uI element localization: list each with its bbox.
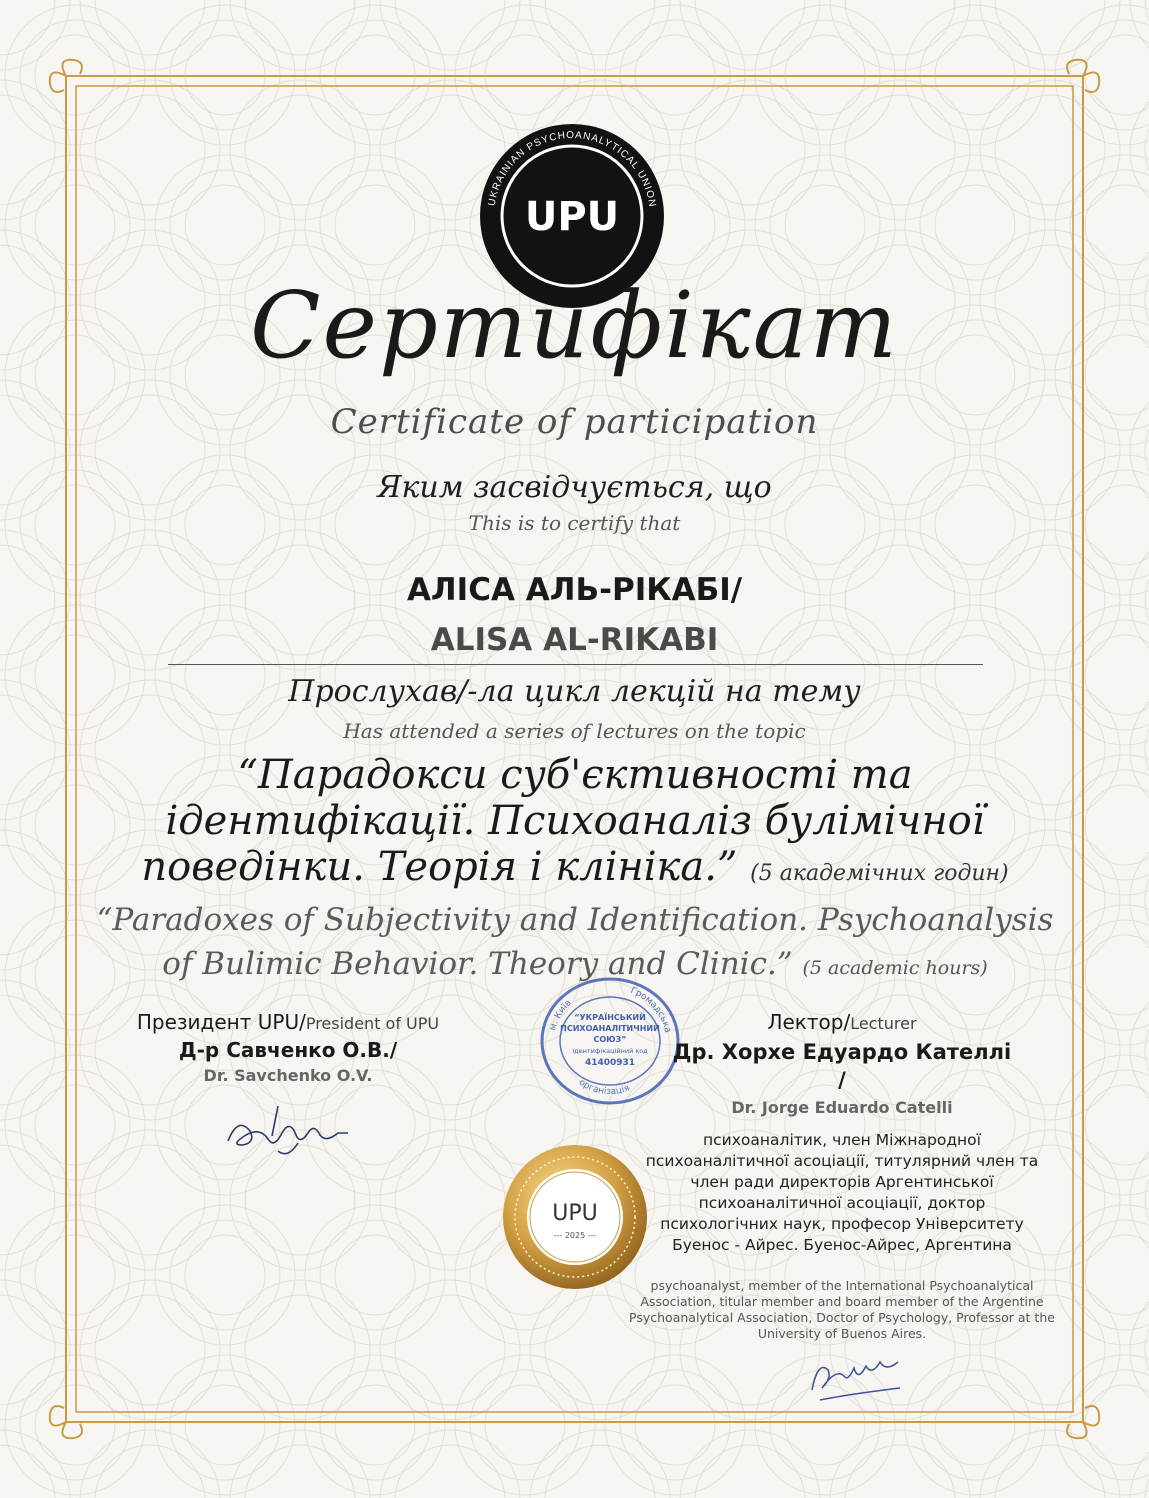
lecturer-name-ua: Др. Хорхе Едуардо Кателлі /	[672, 1040, 1012, 1092]
president-signature	[218, 1096, 358, 1166]
recipient-name-ua: АЛІСА АЛЬ-РІКАБІ/	[406, 572, 743, 608]
name-underline	[168, 664, 983, 665]
stamp-ring-right: Громадська	[628, 985, 673, 1034]
topic-ua	[100, 752, 1050, 897]
president-title-en: President of UPU	[305, 1014, 440, 1033]
stamp-line-3: СОЮЗ”	[593, 1035, 627, 1044]
president-title-ua: Президент UPU/	[136, 1010, 306, 1034]
svg-text:організація	[577, 1078, 631, 1097]
logo-ring-text: UKRAINIAN PSYCHOANALYTICAL UNION	[486, 129, 658, 209]
lecturer-description-ua: психоаналітик, член Міжнародної психоаналітичної асоціації, титулярний член та член ради директорів Аргентинської психоаналітичної асоціації, доктор психологічних наук, професор Університету Буенос - Айрес. Буенос-Айрес, Аргентина	[645, 1131, 1039, 1254]
topic-title-ua: “Парадокси суб'єктивності та ідентифікації. Психоаналіз булімічної поведінки. Теорія і клініка.”	[141, 752, 985, 890]
official-stamp	[538, 976, 682, 1106]
topic-hours-ua: (5 академічних годин)	[750, 861, 1009, 886]
president-block	[78, 1010, 498, 1085]
stamp-ring-bottom: організація	[576, 1077, 631, 1098]
seal-text: UPU	[552, 1201, 598, 1226]
lecturer-title-en: Lecturer	[850, 1014, 917, 1033]
lecturer-title-ua: Лектор/	[767, 1010, 851, 1034]
lecturer-title	[672, 1010, 1012, 1034]
lecturer-signature	[800, 1350, 920, 1410]
certify-text-en: This is to certify that	[468, 511, 681, 535]
logo-initials: UPU	[524, 194, 620, 240]
stamp-ring-left: м. Київ	[548, 998, 574, 1032]
recipient-name-en: ALISA AL-RIKABI	[430, 622, 719, 658]
lecturer-name-en: Dr. Jorge Eduardo Catelli	[731, 1098, 953, 1117]
certify-text-ua: Яким засвідчується, що	[377, 470, 772, 505]
stamp-line-1: “УКРАЇНСЬКИЙ	[574, 1013, 646, 1022]
president-name-en: Dr. Savchenko O.V.	[203, 1066, 373, 1085]
attended-text-ua: Прослухав/-ла цикл лекцій на тему	[288, 674, 861, 709]
topic-hours-en: (5 academic hours)	[802, 957, 988, 979]
lecturer-block	[672, 1010, 1012, 1117]
certificate-title: Сертифікат	[250, 272, 899, 379]
stamp-code: 41400931	[584, 1058, 636, 1068]
stamp-line-2: ПСИХОАНАЛІТИЧНИЙ	[560, 1024, 660, 1033]
topic-title-en: “Paradoxes of Subjectivity and Identification. Psychoanalysis of Bulimic Behavior. Theory and Clinic.”	[96, 902, 1054, 982]
president-name-ua: Д-р Савченко О.В./	[178, 1038, 398, 1062]
attended-text-en: Has attended a series of lectures on the topic	[343, 719, 806, 743]
lecturer-description-en: psychoanalyst, member of the International Psychoanalytical Association, titular member and board member of the Argentine Psychoanalytical Association, Doctor of Psychology, Professor at the University of Buenos Aires.	[629, 1278, 1055, 1341]
seal-year: --- 2025 ---	[553, 1231, 597, 1240]
gold-seal	[500, 1142, 650, 1292]
certificate-subtitle: Certificate of participation	[330, 402, 819, 442]
stamp-line-4: Ідентифікаційний код	[572, 1047, 648, 1055]
president-title	[78, 1010, 498, 1034]
